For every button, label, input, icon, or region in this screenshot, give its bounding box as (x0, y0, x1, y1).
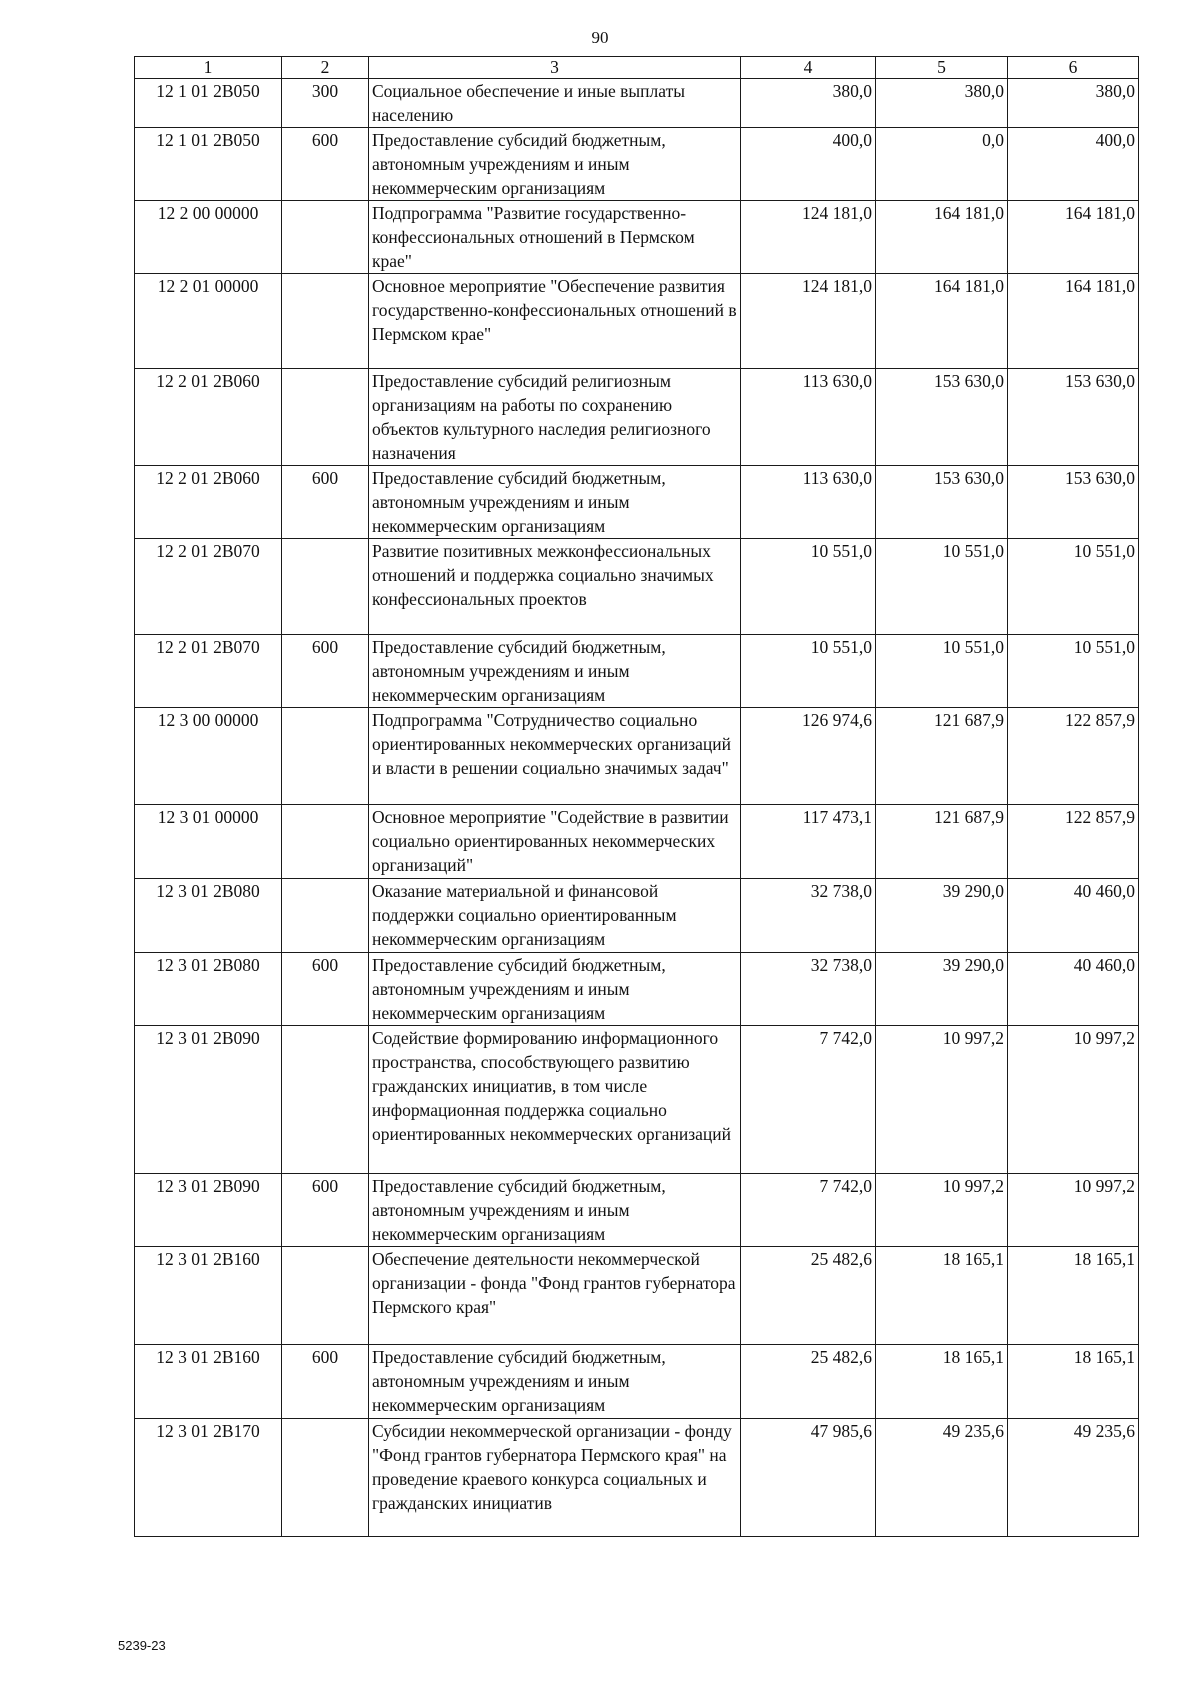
row-value-5: 39 290,0 (876, 879, 1008, 953)
row-name: Предоставление субсидий бюджетным, автономным учреждениям и иным некоммерческим организациям (369, 466, 741, 539)
row-value-4: 117 473,1 (741, 805, 876, 879)
row-code: 12 1 01 2В050 (135, 128, 282, 201)
table-row (135, 128, 1139, 201)
row-name: Предоставление субсидий религиозным организациям на работы по сохранению объектов культурного наследия религиозного назначения (369, 369, 741, 466)
row-kind: 600 (282, 1345, 369, 1419)
row-name: Социальное обеспечение и иные выплаты населению (369, 79, 741, 128)
table-row (135, 1345, 1139, 1419)
table-row (135, 201, 1139, 274)
row-value-6: 153 630,0 (1008, 466, 1139, 539)
row-kind: 600 (282, 128, 369, 201)
column-header: 1 (135, 57, 282, 79)
row-name: Оказание материальной и финансовой поддержки социально ориентированным некоммерческим организациям (369, 879, 741, 953)
table-row (135, 466, 1139, 539)
row-value-4: 7 742,0 (741, 1026, 876, 1174)
column-number-row (135, 57, 1139, 79)
row-value-6: 18 165,1 (1008, 1345, 1139, 1419)
row-code: 12 3 01 2В080 (135, 879, 282, 953)
row-value-6: 49 235,6 (1008, 1419, 1139, 1537)
row-code: 12 3 01 2В160 (135, 1247, 282, 1345)
row-value-6: 10 997,2 (1008, 1174, 1139, 1247)
column-header: 4 (741, 57, 876, 79)
row-value-4: 126 974,6 (741, 708, 876, 805)
row-value-5: 39 290,0 (876, 953, 1008, 1026)
row-name: Предоставление субсидий бюджетным, автономным учреждениям и иным некоммерческим организациям (369, 953, 741, 1026)
table-row (135, 1026, 1139, 1174)
row-value-4: 124 181,0 (741, 274, 876, 369)
row-value-6: 10 551,0 (1008, 635, 1139, 708)
row-value-6: 10 551,0 (1008, 539, 1139, 635)
row-kind (282, 708, 369, 805)
table-row (135, 635, 1139, 708)
row-value-6: 122 857,9 (1008, 805, 1139, 879)
row-code: 12 3 01 2В160 (135, 1345, 282, 1419)
column-header: 2 (282, 57, 369, 79)
row-value-6: 40 460,0 (1008, 953, 1139, 1026)
row-code: 12 3 01 2В080 (135, 953, 282, 1026)
table-row (135, 79, 1139, 128)
row-value-6: 40 460,0 (1008, 879, 1139, 953)
row-kind (282, 369, 369, 466)
table-row (135, 274, 1139, 369)
row-value-5: 10 551,0 (876, 635, 1008, 708)
row-name: Подпрограмма "Развитие государственно-конфессиональных отношений в Пермском крае" (369, 201, 741, 274)
row-value-6: 153 630,0 (1008, 369, 1139, 466)
row-name: Предоставление субсидий бюджетным, автономным учреждениям и иным некоммерческим организациям (369, 1174, 741, 1247)
row-value-5: 18 165,1 (876, 1345, 1008, 1419)
row-name: Предоставление субсидий бюджетным, автономным учреждениям и иным некоммерческим организациям (369, 128, 741, 201)
page-number: 90 (591, 28, 609, 47)
row-value-4: 10 551,0 (741, 635, 876, 708)
row-code: 12 1 01 2В050 (135, 79, 282, 128)
row-code: 12 2 01 2В060 (135, 369, 282, 466)
row-kind (282, 274, 369, 369)
row-name: Подпрограмма "Сотрудничество социально ориентированных некоммерческих организаций и власти в решении социально значимых задач" (369, 708, 741, 805)
row-name: Основное мероприятие "Содействие в развитии социально ориентированных некоммерческих организаций" (369, 805, 741, 879)
budget-table (134, 56, 1139, 1537)
row-value-4: 400,0 (741, 128, 876, 201)
row-code: 12 2 01 00000 (135, 274, 282, 369)
row-value-4: 113 630,0 (741, 369, 876, 466)
row-value-4: 113 630,0 (741, 466, 876, 539)
column-header: 5 (876, 57, 1008, 79)
row-code: 12 2 01 2В060 (135, 466, 282, 539)
column-header: 6 (1008, 57, 1139, 79)
row-value-4: 380,0 (741, 79, 876, 128)
row-name: Субсидии некоммерческой организации - фонду "Фонд грантов губернатора Пермского края" на проведение краевого конкурса социальных и гражданских инициатив (369, 1419, 741, 1537)
row-kind (282, 539, 369, 635)
row-code: 12 2 01 2В070 (135, 539, 282, 635)
table-row (135, 953, 1139, 1026)
row-kind (282, 1419, 369, 1537)
row-kind (282, 805, 369, 879)
row-kind (282, 201, 369, 274)
row-value-5: 164 181,0 (876, 274, 1008, 369)
row-value-4: 10 551,0 (741, 539, 876, 635)
row-value-5: 18 165,1 (876, 1247, 1008, 1345)
row-name: Предоставление субсидий бюджетным, автономным учреждениям и иным некоммерческим организациям (369, 635, 741, 708)
row-value-5: 10 551,0 (876, 539, 1008, 635)
row-kind: 600 (282, 635, 369, 708)
row-value-5: 380,0 (876, 79, 1008, 128)
row-code: 12 2 00 00000 (135, 201, 282, 274)
document-id: 5239-23 (118, 1638, 166, 1653)
row-value-5: 49 235,6 (876, 1419, 1008, 1537)
row-name: Обеспечение деятельности некоммерческой организации - фонда "Фонд грантов губернатора Пермского края" (369, 1247, 741, 1345)
table-row (135, 708, 1139, 805)
row-value-4: 25 482,6 (741, 1247, 876, 1345)
row-code: 12 2 01 2В070 (135, 635, 282, 708)
table-row (135, 369, 1139, 466)
row-value-5: 10 997,2 (876, 1174, 1008, 1247)
row-name: Основное мероприятие "Обеспечение развития государственно-конфессиональных отношений в Пермском крае" (369, 274, 741, 369)
row-value-6: 380,0 (1008, 79, 1139, 128)
row-kind: 600 (282, 953, 369, 1026)
row-value-6: 18 165,1 (1008, 1247, 1139, 1345)
table-row (135, 1247, 1139, 1345)
row-kind: 600 (282, 1174, 369, 1247)
row-value-4: 32 738,0 (741, 953, 876, 1026)
row-value-5: 164 181,0 (876, 201, 1008, 274)
row-value-6: 164 181,0 (1008, 201, 1139, 274)
row-code: 12 3 01 2В090 (135, 1026, 282, 1174)
row-kind (282, 1026, 369, 1174)
table-row (135, 879, 1139, 953)
row-code: 12 3 01 2В170 (135, 1419, 282, 1537)
column-header: 3 (369, 57, 741, 79)
row-value-6: 122 857,9 (1008, 708, 1139, 805)
table-row (135, 1174, 1139, 1247)
row-value-4: 25 482,6 (741, 1345, 876, 1419)
row-kind: 600 (282, 466, 369, 539)
row-value-5: 153 630,0 (876, 466, 1008, 539)
row-code: 12 3 01 00000 (135, 805, 282, 879)
row-value-4: 47 985,6 (741, 1419, 876, 1537)
row-value-4: 7 742,0 (741, 1174, 876, 1247)
row-value-6: 164 181,0 (1008, 274, 1139, 369)
row-value-5: 121 687,9 (876, 805, 1008, 879)
row-value-6: 10 997,2 (1008, 1026, 1139, 1174)
row-value-5: 0,0 (876, 128, 1008, 201)
row-value-4: 124 181,0 (741, 201, 876, 274)
row-value-5: 153 630,0 (876, 369, 1008, 466)
row-code: 12 3 00 00000 (135, 708, 282, 805)
row-value-4: 32 738,0 (741, 879, 876, 953)
row-name: Развитие позитивных межконфессиональных отношений и поддержка социально значимых конфессиональных проектов (369, 539, 741, 635)
table-row (135, 805, 1139, 879)
row-kind (282, 879, 369, 953)
row-value-6: 400,0 (1008, 128, 1139, 201)
table-row (135, 1419, 1139, 1537)
row-value-5: 10 997,2 (876, 1026, 1008, 1174)
row-name: Содействие формированию информационного пространства, способствующего развитию гражданских инициатив, в том числе информационная поддержка социально ориентированных некоммерческих организаций (369, 1026, 741, 1174)
row-kind (282, 1247, 369, 1345)
table-row (135, 539, 1139, 635)
row-name: Предоставление субсидий бюджетным, автономным учреждениям и иным некоммерческим организациям (369, 1345, 741, 1419)
row-code: 12 3 01 2В090 (135, 1174, 282, 1247)
row-kind: 300 (282, 79, 369, 128)
row-value-5: 121 687,9 (876, 708, 1008, 805)
